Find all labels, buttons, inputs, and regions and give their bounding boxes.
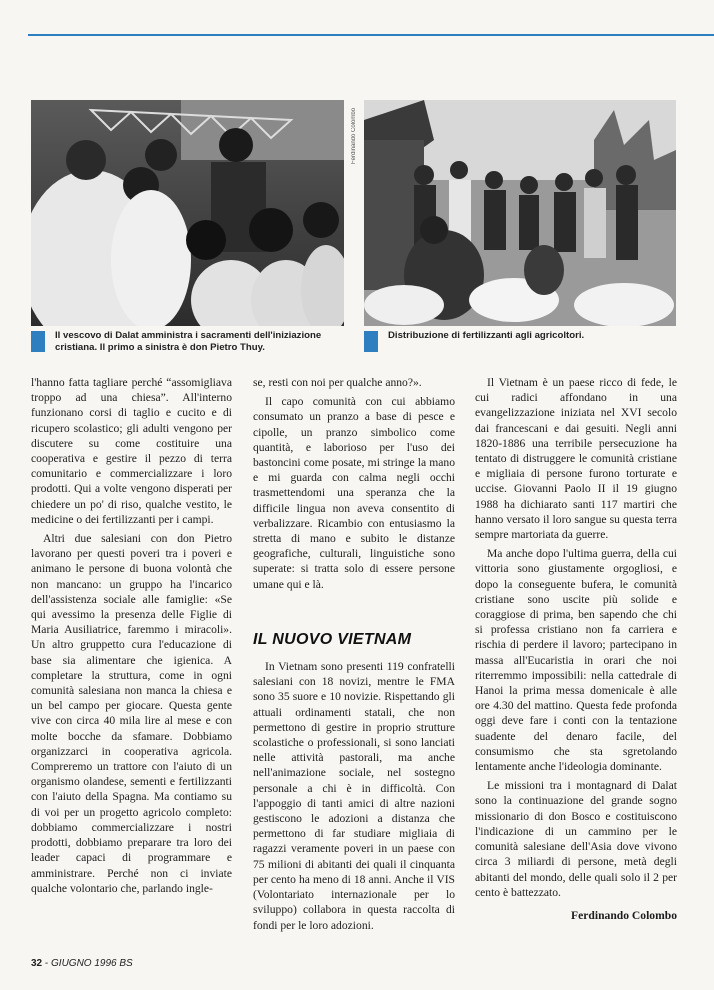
caption-right — [364, 330, 676, 342]
photo-bishop-sacraments — [31, 100, 344, 326]
caption-marker — [364, 331, 378, 352]
paragraph: se, resti con noi per qualche anno?». — [253, 376, 422, 389]
issue-label: GIUGNO 1996 BS — [51, 958, 133, 969]
paragraph: l'hanno fatta tagliare perché “assomigliava troppo ad una chiesa”. All'interno funzionano corsi di taglio e cucito e di ricupero scolastico; gli adulti vengono per discutere su come costituire una cooperativa e gestire il pezzo di terra comunitario e commercializzare i loro prodotti. Qui a volte vengono disperati per chiedere un po' di riso, qualche vestito, le medicine o dei fertilizzanti per i campi. — [31, 376, 232, 526]
caption-left-text: Il vescovo di Dalat amministra i sacramenti dell'iniziazione cristiana. Il primo a sinistra è don Pietro Thuy. — [55, 330, 322, 353]
article-column-1 — [31, 375, 232, 896]
paragraph: Le missioni tra i montagnard di Dalat sono la continuazione del grande sogno missionario di don Bosco e costituiscono l'indicazione di un cammino per le comunità salesiane dell'Asia dove vivono circa 3 miliardi di persone, metà degli abitanti del mondo, delle quali solo il 2 per cento è battezzato. — [475, 779, 677, 899]
caption-left — [31, 330, 346, 353]
paragraph: Il Vietnam è un paese ricco di fede, le cui radici affondano in una evangelizzazione iniziata nel XVI secolo dai francescani e dai gesuiti. Negli anni 1820-1886 una terribile persecuzione ha tentato di distruggere le comunità cristiane e migliaia di persone furono torturate e uccise. Giovanni Paolo II il 19 giugno 1988 ha dichiarato santi 117 martiri che hanno versato il loro sangue su questa terra sempre martoriata da guerre. — [475, 376, 677, 542]
photo-fertilizer-distribution — [364, 100, 676, 326]
footer-separator: - — [44, 958, 49, 969]
page-footer — [31, 958, 133, 969]
top-accent-rule — [28, 34, 714, 36]
article-column-2 — [253, 375, 455, 933]
caption-marker — [31, 331, 45, 352]
photo-credit: Ferdinando Colombo — [351, 107, 357, 164]
paragraph: In Vietnam sono presenti 119 confratelli salesiani con 18 novizi, mentre le FMA sono 35 suore e 10 novizie. Rispettando gli attuali ordinamenti statali, che non permettono di gestire in proprio strutture scolastiche o professionali, si sono lanciati nelle attività pastorali, ma anche nell'animazione sociale, nel sostegno personale a chi è in difficoltà. Con l'appoggio di tanti amici di altre nazioni gestiscono le adozioni a distanza che permettono di far studiare migliaia di ragazzi veramente poveri in un paese con 75 milioni di abitanti dei quali il cinquanta per cento ha meno di 18 anni. Anche il VIS (Volontariato internazionale per lo sviluppo) collabora in questa raccolta di fondi per le loro adozioni. — [253, 660, 455, 932]
author-signature: Ferdinando Colombo — [571, 908, 677, 922]
paragraph: Ma anche dopo l'ultima guerra, della cui vittoria sono giustamente orgogliosi, e dopo la conseguente bufera, le comunità cristiane sono uscite più solide e coraggiose di prima, ben sapendo che chi si professa cristiano non fa carriera e rischia di perdere il lavoro; partecipano in massa all'Eucaristia in orari che noi riterremmo impossibili: nella cattedrale di Hanoi la prima messa domenicale è alle ore 4.30 del mattino. Questa fede profonda oggi deve fare i conti con la tentazione suadente del denaro facile, del consumismo che sta sgretolando lentamente anche l'ideologia dominante. — [475, 547, 677, 774]
section-heading: IL NUOVO VIETNAM — [253, 630, 412, 648]
paragraph: Altri due salesiani con don Pietro lavorano per questi poveri tra i poveri e animano le persone di buona volontà che non mancano: un gruppo ha l'incarico dell'assistenza sociale alle famiglie: «Se qui avessimo la presenza delle Figlie di Maria Ausiliatrice, faremmo i miracoli». Un altro gruppetto cura l'educazione di base sia alimentare che igienica. A completare la struttura, come in ogni comunità salesiana non manca la chiesa e un bel campo per giocare. Questa gente vive con circa 40 mila lire al mese e con molte bocche da sfamare. Dobbiamo organizzarci in cooperativa agricola. Compreremo un trattore con l'aiuto di un organismo olandese, sementi e fertilizzanti con l'aiuto della Spagna. Ma contiamo su di voi per un progetto agricolo completo: dobbiamo commercializzare i nostri prodotti, dobbiamo preparare tra loro dei leader capaci di programmare e amministrare. Perché non ci inviate qualche volontario che, parlando ingle- — [31, 532, 232, 895]
page-number: 32 — [31, 958, 43, 969]
paragraph: Il capo comunità con cui abbiamo consumato un pranzo a base di pesce e cipolle, un pranzo simbolico come quantità, e laborioso per l'uso dei bastoncini come posate, mi stringe la mano e mi guarda con calma negli occhi trasmettendomi una speranza che la difficile lingua non aveva consentito di verbalizzare. Ricambio con entusiasmo la stretta di mano e subito le distanze geografiche, culturali, linguistiche sono superate: si tratta solo di essere persone umane qui e là. — [253, 395, 455, 591]
caption-right-text: Distribuzione di fertilizzanti agli agricoltori. — [388, 330, 585, 341]
article-column-3 — [475, 375, 677, 923]
